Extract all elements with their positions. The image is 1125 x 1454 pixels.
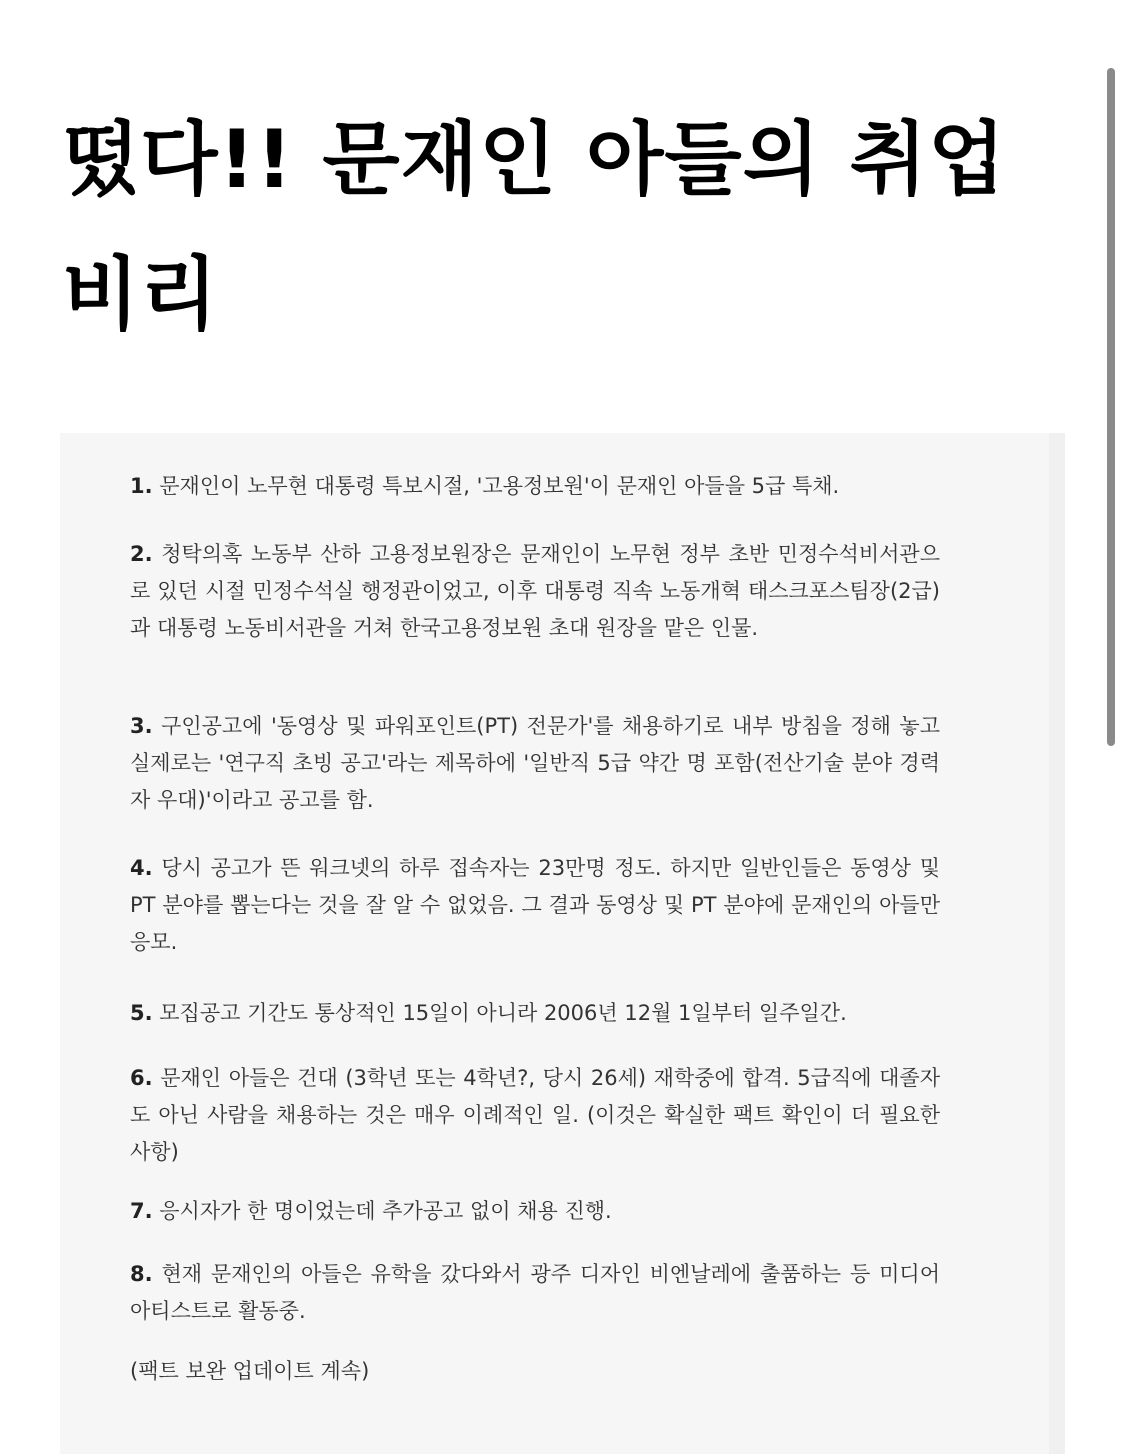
item-number: 5. bbox=[130, 1001, 153, 1025]
item-text: 청탁의혹 노동부 산하 고용정보원장은 문재인이 노무현 정부 초반 민정수석비서관으로 있던 시절 민정수석실 행정관이었고, 이후 대통령 직속 노동개혁 태스크포스팀장(2급)과 대통령 노동비서관을 거쳐 한국고용정보원 초대 원장을 맡은 인물. bbox=[130, 542, 940, 640]
item-text: 모집공고 기간도 통상적인 15일이 아니라 2006년 12월 1일부터 일주일간. bbox=[152, 1001, 847, 1025]
item-text: 당시 공고가 뜬 워크넷의 하루 접속자는 23만명 정도. 하지만 일반인들은 동영상 및 PT 분야를 뽑는다는 것을 잘 알 수 없었음. 그 결과 동영상 및 PT 분야에 문재인의 아들만 응모. bbox=[130, 856, 940, 954]
list-item bbox=[130, 1193, 940, 1230]
item-number: 7. bbox=[130, 1199, 153, 1223]
footer-note: (팩트 보완 업데이트 계속) bbox=[130, 1359, 370, 1383]
list-item bbox=[130, 1060, 940, 1171]
item-text: 현재 문재인의 아들은 유학을 갔다와서 광주 디자인 비엔날레에 출품하는 등 미디어 아티스트로 활동중. bbox=[130, 1262, 940, 1323]
article-title: 떴다!! 문재인 아들의 취업 비리 bbox=[62, 113, 1007, 341]
item-number: 4. bbox=[130, 856, 153, 880]
list-item bbox=[130, 708, 940, 819]
item-number: 8. bbox=[130, 1262, 153, 1286]
item-text: 구인공고에 '동영상 및 파워포인트(PT) 전문가'를 채용하기로 내부 방침을 정해 놓고 실제로는 '연구직 초빙 공고'라는 제목하에 '일반직 5급 약간 명 포함(전산기술 분야 경력자 우대)'이라고 공고를 함. bbox=[130, 714, 940, 812]
item-number: 3. bbox=[130, 714, 153, 738]
item-text: 응시자가 한 명이었는데 추가공고 없이 채용 진행. bbox=[152, 1199, 612, 1223]
item-number: 6. bbox=[130, 1066, 153, 1090]
scrollbar-thumb[interactable] bbox=[1107, 68, 1115, 746]
list-item bbox=[130, 850, 940, 961]
list-item bbox=[130, 1256, 940, 1330]
item-number: 2. bbox=[130, 542, 153, 566]
list-item bbox=[130, 468, 940, 505]
list-item bbox=[130, 995, 940, 1032]
list-item bbox=[130, 536, 940, 647]
item-text: 문재인이 노무현 대통령 특보시절, '고용정보원'이 문재인 아들을 5급 특채. bbox=[152, 474, 840, 498]
item-text: 문재인 아들은 건대 (3학년 또는 4학년?, 당시 26세) 재학중에 합격. 5급직에 대졸자도 아닌 사람을 채용하는 것은 매우 이례적인 일. (이것은 확실한 팩트 확인이 더 필요한 사항) bbox=[130, 1066, 940, 1164]
item-number: 1. bbox=[130, 474, 153, 498]
